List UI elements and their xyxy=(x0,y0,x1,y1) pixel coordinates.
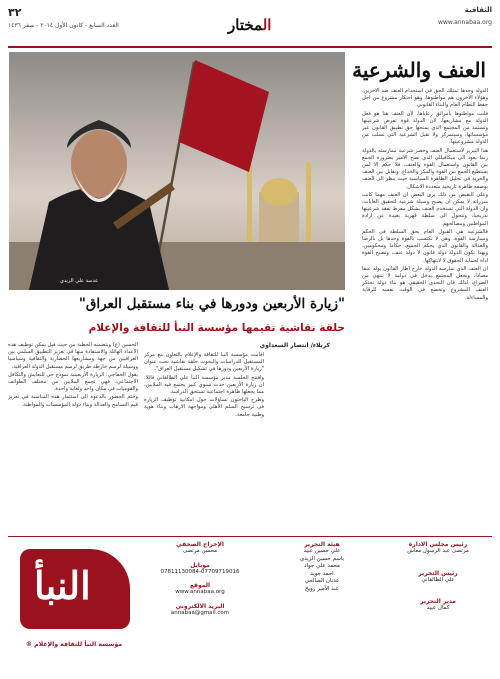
board-value: علي الطالقاني xyxy=(421,576,455,583)
board-label: رئيس مجلس الادارة xyxy=(408,541,468,548)
masthead-footer xyxy=(8,536,492,673)
logo-prefix: ال xyxy=(262,16,272,34)
design-value: محسن مرتضى xyxy=(182,548,218,554)
website-label: الموقع xyxy=(189,582,211,589)
mobile-label: موبايل xyxy=(190,561,210,569)
photo-illustration xyxy=(9,52,345,290)
design-label: الإخراج الصحفي xyxy=(176,541,224,548)
shrine-dome xyxy=(261,178,297,206)
board-column xyxy=(388,541,488,613)
brand-mark-text: النبأ xyxy=(34,563,91,608)
paragraph: هذا التبرير لاستعمال العنف وحصر شرعية ممارسته بالدولة ربما يعود الى ميكافيللي الذي نصح الامير بضرورة الجمع بين القانون واستعمال القوة والعنف، فلا حكم الا لمن يستطيع الجمع بين القوة والمكر والخداع. ويقابل بين العنف والحرية في تحليل الظاهرة السياسية حيث ينظر الى العنف بوصفه ظاهرة تاريخية متعددة الاشكال. xyxy=(362,147,488,190)
email-link[interactable]: annabaa@gmail.com xyxy=(170,609,230,616)
paragraph: ان العنف الذي تمارسه الدولة خارج اطار القانون يولد عنفا مضادا، ويجعل المجتمع يدخل في دوامة لا تنتهي من الصراع، لذلك فان التحدي الحقيقي هو بناء دولة تحتكر العنف المشروع وتخضع في الوقت نفسه للرقابة والمساءلة. xyxy=(362,265,488,301)
website-label: www.annabaa.org xyxy=(438,19,492,26)
page-header xyxy=(8,6,492,48)
paragraph: أقامت مؤسسة النبأ للثقافة والإعلام بالتعاون مع مركز المستقبل للدراسات والبحوث حلقة نقاشية تحت عنوان "زيارة الأربعين ودورها في تشكيل مستقبل العراق". xyxy=(144,352,264,373)
contact-column xyxy=(144,541,256,617)
feature-byline: كربلاء/ انتصار السعداوي xyxy=(259,342,330,349)
email-label: البريد الالكتروني xyxy=(175,602,225,610)
board-value: مرتضى عبد الرسول معاش xyxy=(407,548,469,554)
board-value: كمال عبيد xyxy=(426,605,450,611)
paragraph: وختم الحضور بالدعوة الى استثمار هذه المناسبة في تعزيز قيم التسامح والعدالة وبناء دولة المؤسسات والمواطنة. xyxy=(8,394,138,408)
magazine-logo xyxy=(228,16,271,34)
feature-headline: "زيارة الأربعين ودورها في بناء مستقبل العراق" xyxy=(78,296,345,312)
board-label: مدير التحرير xyxy=(419,598,457,605)
editor-name: عبد الأمير رويح xyxy=(304,585,340,592)
editor-name: علي حسين عبيد xyxy=(303,548,341,554)
editor-name: احمد جويد xyxy=(310,570,334,577)
page-number: ٣٢ xyxy=(8,6,22,19)
editor-name: محمد علي جواد xyxy=(304,563,340,569)
paragraph: يقول الخفاجي: الزيارة الأربعينية نموذج حي للتعايش والتكافل الاجتماعي، فهي تجمع الملايين من مختلف الطوائف والقوميات في مكان واحد ولغاية واحدة. xyxy=(8,371,138,393)
feature-column-right xyxy=(144,352,264,530)
paragraph: وافتتح الجلسة مدير مؤسسة النبأ علي الطالقاني قائلا: ان زيارة الأربعين حدث سنوي كبير يجتمع فيه الملايين، مما يجعلها ظاهرة اجتماعية تستحق الدراسة. xyxy=(144,374,264,396)
feature-photo xyxy=(9,52,345,290)
mobile-value: 07811130084-07709719016 xyxy=(160,568,240,575)
brand-name: مؤسسة النبأ للثقافة والإعلام ® xyxy=(25,641,123,648)
paragraph: وعلى النقيض من ذلك يرى البعض ان العنف مهما كانت مبرراته لا يمكن ان يصبح وسيلة شرعية لتحقيق الغايات، وان الدولة التي تستخدم العنف بشكل مفرط تفقد شرعيتها تدريجيا، وتتحول الى سلطة قهرية بعيدة عن ارادة المواطنين ومصالحهم. xyxy=(362,191,488,227)
man-face xyxy=(71,130,127,198)
article-body-right xyxy=(362,88,488,530)
brand-block xyxy=(12,541,132,665)
website-link[interactable]: www.annabaa.org xyxy=(175,589,225,595)
logo-main: مختار xyxy=(228,16,263,34)
section-label: الثقافية xyxy=(464,6,492,14)
editors-column xyxy=(272,541,372,593)
paragraph: الدولة وحدها تمتلك الحق في استخدام العنف ضد الآخرين، وهؤلاء الآخرون هم مواطنوها، وهو احتكار مشروع من اجل حفظ النظام العام والبناء القانوني. xyxy=(362,88,488,109)
editor-name: عدنان الصالحي xyxy=(304,578,340,584)
editors-label: هيئة التحرير xyxy=(304,541,340,548)
paragraph: فلنت مواطنوها بأمرائق رعاياها، لأن العنف هنا هو فعل الدولة مع مشاريعها، لان الدولة قوة تفرض شرعيتها وتستمد من المجتمع الذي يمنحها حق تطبيق القانون عبر مؤسساتها، وسيتمركز ولا تقبل الشرعية التي تسلب من الدولة مشروعيتها. xyxy=(362,110,488,146)
paragraph: الحسين (ع) ويتضمنه الخطبة من حيث قبل يمكن توظيف هذه الأعداد الهائلة والاستفادة منها في تعزيز التطبيق السلمي بين العراقيين من جهة ومشاريعها الحضارية والثقافية وسياسيا ووسيلة لرسم خارطة طريق لرسم مستقبل الدولة العراقية. xyxy=(8,342,138,370)
photo-caption: عدسة علي الزيدي xyxy=(60,278,99,284)
minaret-left xyxy=(247,162,252,242)
minaret-right xyxy=(306,162,311,242)
feature-subheadline: حلقة نقاشية تقيمها مؤسسة النبأ للثقافة والإعلام xyxy=(88,322,345,334)
brand-logo xyxy=(20,549,130,629)
article-title: العنف والشرعية xyxy=(352,58,486,82)
board-label: رئيس التحرير xyxy=(418,569,458,577)
issue-info: العدد السابع - كانون الأول ٢٠١٤ - صفر ١٤٣٦ xyxy=(8,22,119,29)
feature-column-left xyxy=(8,342,138,530)
paragraph: فالشرعية هي القبول العام بحق السلطة في الحكم وممارسة القوة، وهي لا تكتسب بالقوة وحدها بل بالرضا والعدالة والقانون الذي يحكم الجميع، حكاما ومحكومين، وبهذا تكون الدولة دولة قانون لا دولة عنف، وتصبح القوة اداة لحماية الحقوق لا لانتهاكها. xyxy=(362,228,488,264)
editor-name: باسم حسين الزيدي xyxy=(299,555,345,562)
paragraph: وطرح الباحثون تساؤلات حول امكانية توظيف الزيارة في ترسيخ السلم الأهلي ومواجهة الارهاب وبناء هوية وطنية جامعة. xyxy=(144,397,264,418)
